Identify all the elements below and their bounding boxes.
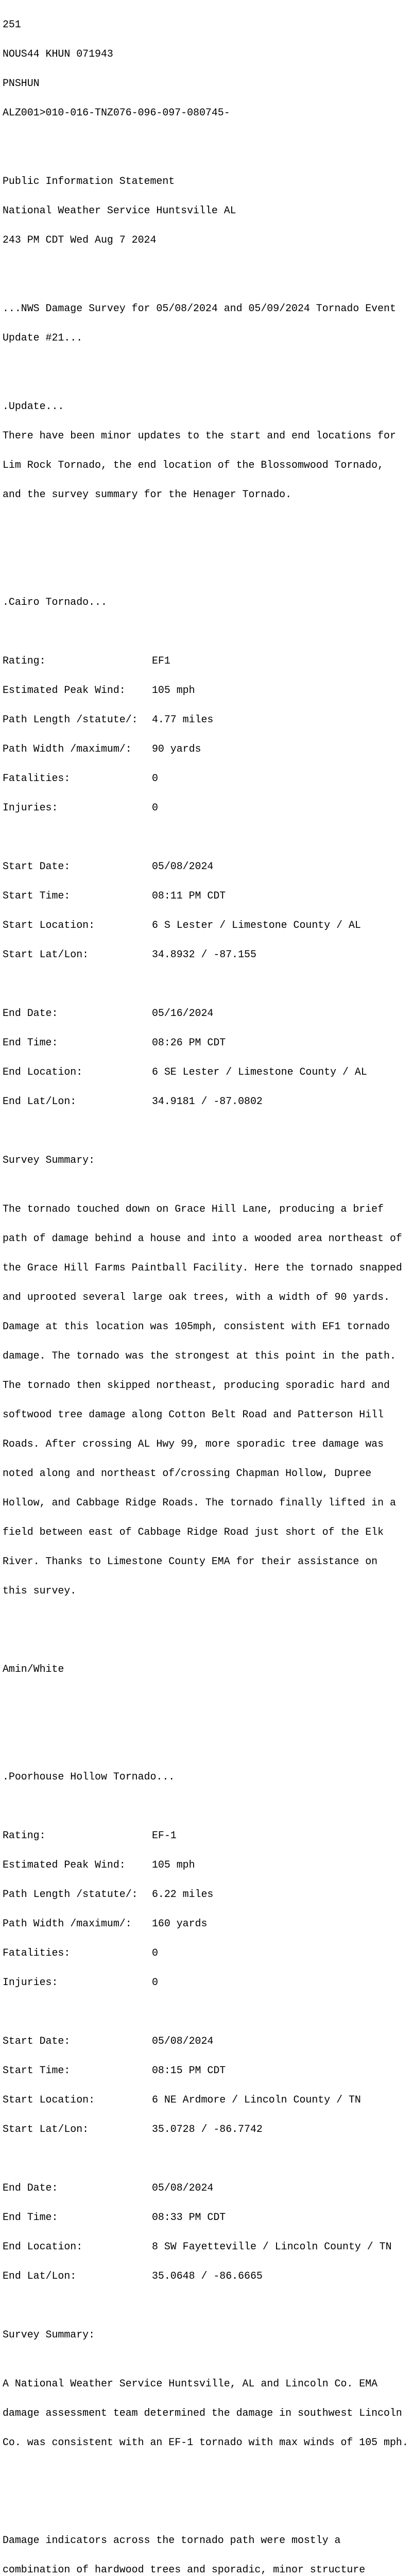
start-row — [3, 891, 413, 901]
header-line: PNSHUN — [3, 77, 40, 89]
statement-office: National Weather Service Huntsville AL — [3, 205, 236, 216]
end-value: 08:26 PM CDT — [152, 1037, 226, 1048]
start-value: 6 NE Ardmore / Lincoln County / TN — [152, 2094, 361, 2106]
summary-line: A National Weather Service Huntsville, AL and Lincoln Co. EMA — [3, 2378, 378, 2389]
start-value: 05/08/2024 — [152, 860, 214, 872]
end-row — [3, 2183, 413, 2193]
stat-row — [3, 1889, 413, 1899]
end-label: End Time: — [3, 2211, 58, 2223]
section-heading: .Cairo Tornado... — [3, 596, 107, 608]
summary-line: damage. The tornado was the strongest at this point in the path. — [3, 1350, 396, 1362]
stat-row — [3, 744, 413, 754]
summary-line: field between east of Cabbage Ridge Road just short of the Elk — [3, 1526, 384, 1538]
end-value: 08:33 PM CDT — [152, 2211, 226, 2223]
end-value: 6 SE Lester / Limestone County / AL — [152, 1066, 367, 1078]
summary-heading: Survey Summary: — [3, 2329, 95, 2341]
end-row — [3, 1096, 413, 1106]
stat-value: 160 yards — [152, 1918, 208, 1929]
stat-label: Path Length /statute/: — [3, 714, 138, 725]
end-label: End Date: — [3, 1007, 58, 1019]
end-label: End Location: — [3, 1066, 83, 1078]
stat-row — [3, 1919, 413, 1928]
stat-label: Estimated Peak Wind: — [3, 684, 126, 696]
start-value: 6 S Lester / Limestone County / AL — [152, 919, 361, 931]
stat-value: 0 — [152, 1976, 158, 1988]
headline-line: Update #21... — [3, 332, 83, 344]
start-value: 34.8932 / -87.155 — [152, 948, 256, 960]
end-row — [3, 1008, 413, 1018]
end-row — [3, 2212, 413, 2222]
start-value: 08:11 PM CDT — [152, 890, 226, 902]
stat-value: 6.22 miles — [152, 1888, 214, 1900]
end-label: End Date: — [3, 2182, 58, 2194]
update-heading: .Update... — [3, 400, 64, 412]
end-row — [3, 1038, 413, 1047]
start-label: Start Date: — [3, 860, 71, 872]
stat-label: Path Length /statute/: — [3, 1888, 138, 1900]
stat-label: Injuries: — [3, 1976, 58, 1988]
stat-label: Path Width /maximum/: — [3, 1918, 132, 1929]
stat-value: 0 — [152, 772, 158, 784]
stat-label: Path Width /maximum/: — [3, 743, 132, 755]
summary-heading: Survey Summary: — [3, 1154, 95, 1166]
start-label: Start Time: — [3, 890, 71, 902]
end-value: 05/16/2024 — [152, 1007, 214, 1019]
start-row — [3, 2124, 413, 2134]
end-label: End Location: — [3, 2241, 83, 2252]
stat-label: Rating: — [3, 655, 46, 667]
stat-row — [3, 1977, 413, 1987]
start-label: Start Lat/Lon: — [3, 948, 89, 960]
header-line: NOUS44 KHUN 071943 — [3, 48, 113, 60]
start-value: 05/08/2024 — [152, 2035, 214, 2047]
stat-label: Rating: — [3, 1829, 46, 1841]
stat-value: 0 — [152, 1947, 158, 1959]
end-row — [3, 2271, 413, 2281]
stat-value: 105 mph — [152, 684, 195, 696]
summary-line: The tornado touched down on Grace Hill Lane, producing a brief — [3, 1203, 384, 1215]
start-row — [3, 2065, 413, 2075]
stat-value: 4.77 miles — [152, 714, 214, 725]
summary-line: the Grace Hill Farms Paintball Facility. Here the tornado snapped — [3, 1262, 402, 1274]
start-row — [3, 2095, 413, 2105]
stat-row — [3, 715, 413, 724]
end-label: End Lat/Lon: — [3, 1095, 77, 1107]
start-row — [3, 861, 413, 871]
start-value: 08:15 PM CDT — [152, 2064, 226, 2076]
poorhouse-summary-intro — [3, 2359, 413, 2467]
poorhouse-summary-detail — [3, 2516, 413, 2576]
stat-label: Fatalities: — [3, 1947, 71, 1959]
cairo-summary — [3, 1184, 413, 1615]
header-line: 251 — [3, 19, 21, 30]
end-value: 34.9181 / -87.0802 — [152, 1095, 263, 1107]
stat-value: EF1 — [152, 655, 170, 667]
summary-line: damage assessment team determined the damage in southwest Lincoln — [3, 2407, 402, 2419]
stat-label: Injuries: — [3, 802, 58, 814]
start-label: Start Time: — [3, 2064, 71, 2076]
summary-line: combination of hardwood trees and sporadic, minor structure — [3, 2564, 366, 2575]
header-line: ALZ001>010-016-TNZ076-096-097-080745- — [3, 107, 230, 118]
stat-label: Estimated Peak Wind: — [3, 1859, 126, 1871]
end-value: 8 SW Fayetteville / Lincoln County / TN — [152, 2241, 392, 2252]
stat-value: 105 mph — [152, 1859, 195, 1871]
statement-issued: 243 PM CDT Wed Aug 7 2024 — [3, 234, 157, 246]
summary-line: Damage at this location was 105mph, consistent with EF1 tornado — [3, 1320, 390, 1332]
stat-label: Fatalities: — [3, 772, 71, 784]
summary-line: noted along and northeast of/crossing Chapman Hollow, Dupree — [3, 1467, 372, 1479]
summary-line: The tornado then skipped northeast, producing sporadic hard and — [3, 1379, 390, 1391]
stat-value: EF-1 — [152, 1829, 177, 1841]
stat-value: 90 yards — [152, 743, 201, 755]
update-line: There have been minor updates to the start and end locations for — [3, 430, 396, 442]
statement-type: Public Information Statement — [3, 175, 175, 187]
stat-row — [3, 1860, 413, 1870]
stat-row — [3, 1948, 413, 1958]
start-label: Start Date: — [3, 2035, 71, 2047]
summary-line: this survey. — [3, 1585, 77, 1597]
headline-line: ...NWS Damage Survey for 05/08/2024 and 05/09/2024 Tornado Event — [3, 302, 396, 314]
summary-line: path of damage behind a house and into a wooded area northeast of — [3, 1232, 402, 1244]
update-line: and the survey summary for the Henager Tornado. — [3, 488, 292, 500]
stat-row — [3, 1831, 413, 1840]
survey-signature: Amin/White — [3, 1663, 64, 1675]
end-row — [3, 2242, 413, 2251]
stat-row — [3, 685, 413, 695]
start-value: 35.0728 / -86.7742 — [152, 2123, 263, 2135]
summary-line: and uprooted several large oak trees, with a width of 90 yards. — [3, 1291, 390, 1303]
start-row — [3, 950, 413, 959]
update-line: Lim Rock Tornado, the end location of the Blossomwood Tornado, — [3, 459, 384, 471]
end-value: 35.0648 / -86.6665 — [152, 2270, 263, 2282]
summary-line: Hollow, and Cabbage Ridge Roads. The tornado finally lifted in a — [3, 1497, 396, 1509]
start-label: Start Location: — [3, 2094, 95, 2106]
start-row — [3, 920, 413, 930]
section-heading: .Poorhouse Hollow Tornado... — [3, 1771, 175, 1783]
end-value: 05/08/2024 — [152, 2182, 214, 2194]
end-label: End Time: — [3, 1037, 58, 1048]
start-label: Start Location: — [3, 919, 95, 931]
start-row — [3, 2036, 413, 2046]
summary-line: Roads. After crossing AL Hwy 99, more sporadic tree damage was — [3, 1438, 384, 1450]
summary-line: Co. was consistent with an EF-1 tornado with max winds of 105 mph. — [3, 2436, 408, 2448]
stat-row — [3, 656, 413, 666]
stat-row — [3, 803, 413, 812]
end-row — [3, 1067, 413, 1077]
end-label: End Lat/Lon: — [3, 2270, 77, 2282]
stat-value: 0 — [152, 802, 158, 814]
summary-line: Damage indicators across the tornado path were mostly a — [3, 2534, 341, 2546]
stat-row — [3, 773, 413, 783]
start-label: Start Lat/Lon: — [3, 2123, 89, 2135]
summary-line: River. Thanks to Limestone County EMA for their assistance on — [3, 1555, 378, 1567]
summary-line: softwood tree damage along Cotton Belt Road and Patterson Hill — [3, 1409, 384, 1420]
